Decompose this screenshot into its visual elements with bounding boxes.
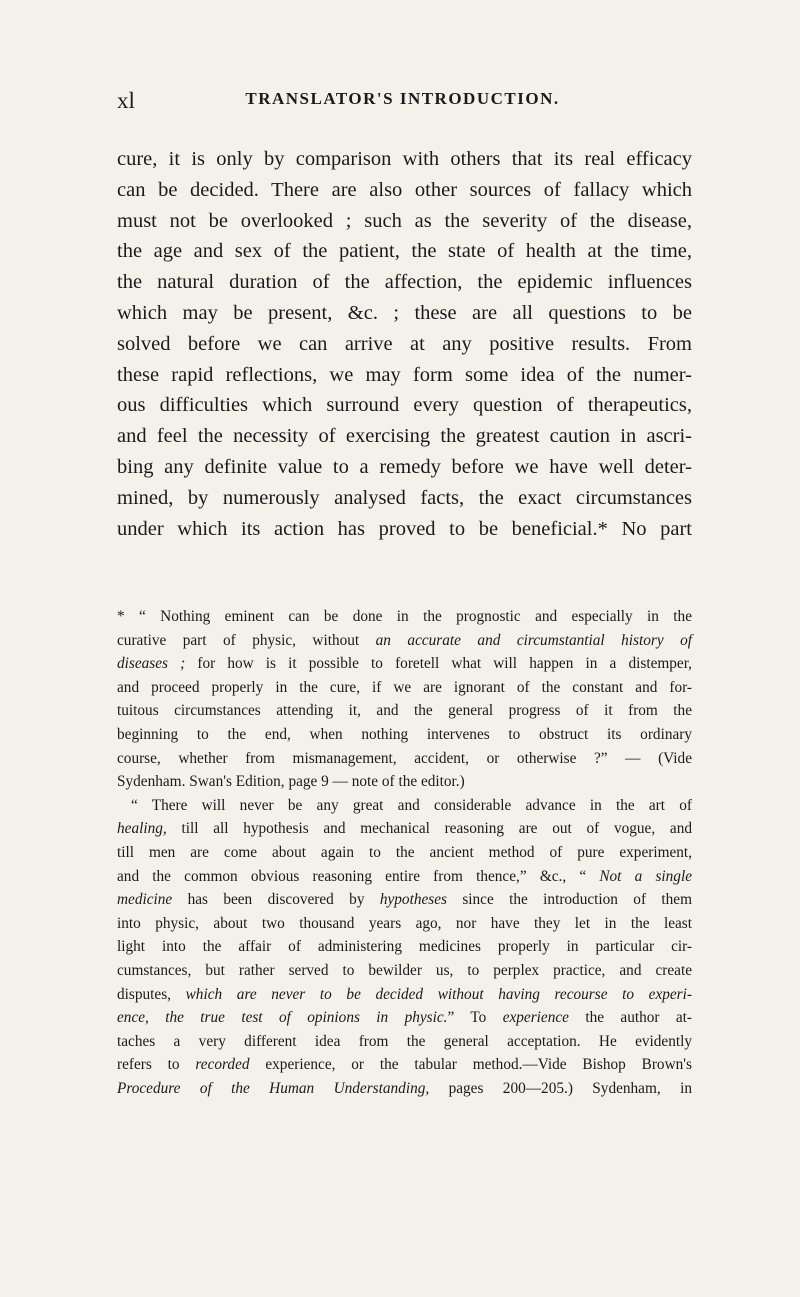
footnote-line: till men are come about again to the ancient method of pure experiment, xyxy=(117,843,692,861)
footnote-line: into physic, about two thousand years ago, nor have they let in the least xyxy=(117,914,692,932)
footnote-italic-run: experience xyxy=(502,1009,569,1027)
body-line: the age and sex of the patient, the state of health at the time, xyxy=(117,240,692,263)
footnote-block xyxy=(117,605,692,1100)
footnote-line: Sydenham. Swan's Edition, page 9 — note of the editor.) xyxy=(117,773,465,791)
footnote-line: diseases ; for how is it possible to foretell what will happen in a distemper, xyxy=(117,655,692,673)
page-number: xl xyxy=(117,88,135,113)
footnote-line: refers to recorded experience, or the tabular method.—Vide Bishop Brown's xyxy=(117,1056,692,1074)
footnote-italic-run: hypotheses xyxy=(379,891,447,909)
footnote-line: cumstances, but rather served to bewilder us, to perplex practice, and create xyxy=(117,961,692,979)
footnote-italic-run: medicine xyxy=(117,891,173,909)
footnote-line: healing, till all hypothesis and mechanical reasoning are out of vogue, and xyxy=(117,820,692,838)
footnote-line: * “ Nothing eminent can be done in the prognostic and especially in the xyxy=(117,608,692,625)
footnote-line: curative part of physic, without an accurate and circumstantial history of xyxy=(117,631,692,649)
footnote-line: and the common obvious reasoning entire from thence,” &c., “ Not a single xyxy=(117,867,692,885)
body-line: and feel the necessity of exercising the greatest caution in ascri- xyxy=(117,425,692,448)
footnote-line: disputes, which are never to be decided without having recourse to experi- xyxy=(117,985,692,1003)
footnote-italic-run: an accurate and circumstantial history of xyxy=(375,631,692,649)
body-text xyxy=(117,144,692,544)
footnote-line: Procedure of the Human Understanding, pages 200—205.) Sydenham, in xyxy=(117,1079,692,1097)
footnote-italic-run: healing, xyxy=(117,820,167,838)
footnote-line: ence, the true test of opinions in physic.” To experience the author at- xyxy=(117,1009,693,1027)
body-line: these rapid reflections, we may form some idea of the numer- xyxy=(117,363,692,386)
footnote-line: tuitous circumstances attending it, and the general progress of it from the xyxy=(117,702,692,720)
footnote-italic-run: which are never to be decided without having recourse to experi- xyxy=(185,985,692,1003)
body-line: cure, it is only by comparison with others that its real efficacy xyxy=(117,148,692,170)
body-line: solved before we can arrive at any positive results. From xyxy=(117,332,692,355)
footnote-italic-run: Not a single xyxy=(599,867,692,885)
footnote-italic-run: Procedure of the Human Understanding, xyxy=(117,1079,430,1097)
footnote-line: and proceed properly in the cure, if we are ignorant of the constant and for- xyxy=(117,678,692,696)
body-line: mined, by numerously analysed facts, the exact circumstances xyxy=(117,486,692,509)
body-line: ous difficulties which surround every question of therapeutics, xyxy=(117,394,692,417)
footnote-italic-run: ence, the true test of opinions in physic. xyxy=(117,1009,448,1027)
footnote-italic-run: diseases ; xyxy=(117,655,186,673)
footnote-italic-run: recorded xyxy=(195,1056,250,1074)
body-line: the natural duration of the affection, the epidemic influences xyxy=(117,271,692,294)
footnote-line: taches a very different idea from the general acceptation. He evidently xyxy=(117,1032,692,1050)
footnote-line: light into the affair of administering medicines properly in particular cir- xyxy=(117,938,692,956)
body-line: bing any definite value to a remedy before we have well deter- xyxy=(117,455,692,478)
body-line: under which its action has proved to be beneficial.* No part xyxy=(117,517,692,540)
page-header xyxy=(117,88,688,114)
body-line: must not be overlooked ; such as the severity of the disease, xyxy=(117,209,692,232)
body-line: can be decided. There are also other sources of fallacy which xyxy=(117,178,692,201)
footnote-line: medicine has been discovered by hypotheses since the introduction of them xyxy=(117,891,692,909)
running-title: TRANSLATOR'S INTRODUCTION. xyxy=(245,89,560,108)
footnote-line: beginning to the end, when nothing intervenes to obstruct its ordinary xyxy=(117,725,692,743)
body-line: which may be present, &c. ; these are all questions to be xyxy=(117,301,692,324)
footnote-line: course, whether from mismanagement, accident, or otherwise ?” — (Vide xyxy=(117,749,692,767)
footnote-line: “ There will never be any great and considerable advance in the art of xyxy=(131,796,692,814)
